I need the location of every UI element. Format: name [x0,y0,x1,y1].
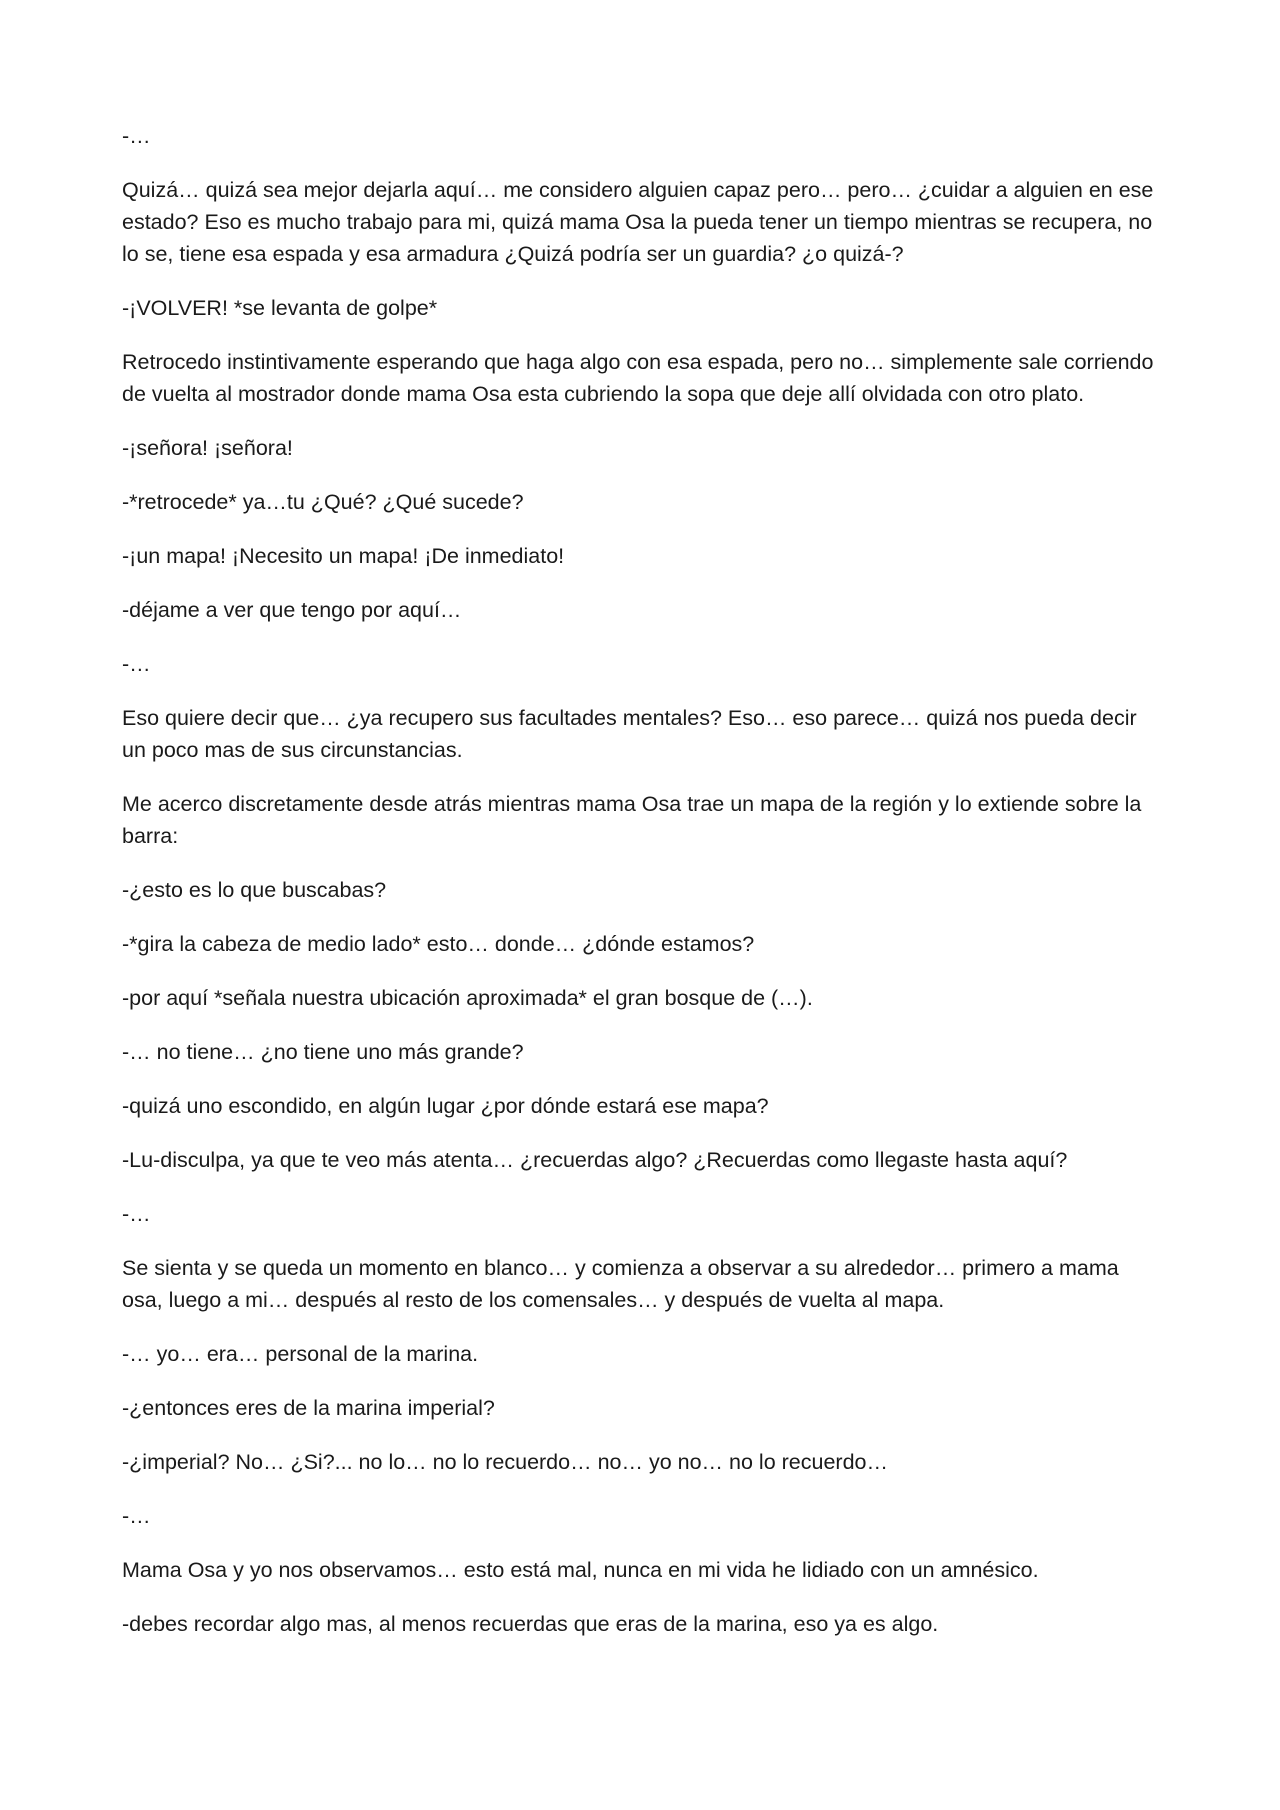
paragraph-18: -… [122,1202,151,1226]
paragraph-2: Quizá… quizá sea mejor dejarla aquí… me considero alguien capaz pero… pero… ¿cuidar a alguien en ese estado? Eso es mucho trabajo para mi, quizá mama Osa la pueda tener un tiempo mientras se recupera, no lo se, tiene esa espada y esa armadura ¿Quizá podría ser un guardia? ¿o quizá-? [122,178,1154,266]
paragraph-5: -¡señora! ¡señora! [122,436,293,460]
paragraph-19: Se sienta y se queda un momento en blanco… y comienza a observar a su alrededor… primero a mama osa, luego a mi… después al resto de los comensales… y después de vuelta al mapa. [122,1256,1119,1312]
paragraph-8: -déjame a ver que tengo por aquí… [122,598,462,622]
document-body [122,120,1162,1662]
paragraph-23: -… [122,1504,151,1528]
paragraph-24: Mama Osa y yo nos observamos… esto está mal, nunca en mi vida he lidiado con un amnésico. [122,1558,1039,1582]
paragraph-6: -*retrocede* ya…tu ¿Qué? ¿Qué sucede? [122,490,524,514]
paragraph-12: -¿esto es lo que buscabas? [122,878,387,902]
paragraph-25: -debes recordar algo mas, al menos recuerdas que eras de la marina, eso ya es algo. [122,1612,939,1636]
paragraph-20: -… yo… era… personal de la marina. [122,1342,479,1366]
paragraph-17: -Lu-disculpa, ya que te veo más atenta… ¿recuerdas algo? ¿Recuerdas como llegaste hasta aquí? [122,1148,1068,1172]
paragraph-14: -por aquí *señala nuestra ubicación aproximada* el gran bosque de (…). [122,986,813,1010]
paragraph-13: -*gira la cabeza de medio lado* esto… donde… ¿dónde estamos? [122,932,755,956]
paragraph-3: -¡VOLVER! *se levanta de golpe* [122,296,438,320]
paragraph-15: -… no tiene… ¿no tiene uno más grande? [122,1040,524,1064]
paragraph-22: -¿imperial? No… ¿Si?... no lo… no lo recuerdo… no… yo no… no lo recuerdo… [122,1450,888,1474]
paragraph-4: Retrocedo instintivamente esperando que haga algo con esa espada, pero no… simplemente sale corriendo de vuelta al mostrador donde mama Osa esta cubriendo la sopa que deje allí olvidada con otro plato. [122,350,1154,406]
paragraph-9: -… [122,652,151,676]
paragraph-1: -… [122,124,151,148]
paragraph-10: Eso quiere decir que… ¿ya recupero sus facultades mentales? Eso… eso parece… quizá nos pueda decir un poco mas de sus circunstancias. [122,706,1137,762]
paragraph-7: -¡un mapa! ¡Necesito un mapa! ¡De inmediato! [122,544,565,568]
paragraph-11: Me acerco discretamente desde atrás mientras mama Osa trae un mapa de la región y lo extiende sobre la barra: [122,792,1142,848]
paragraph-16: -quizá uno escondido, en algún lugar ¿por dónde estará ese mapa? [122,1094,769,1118]
paragraph-21: -¿entonces eres de la marina imperial? [122,1396,495,1420]
